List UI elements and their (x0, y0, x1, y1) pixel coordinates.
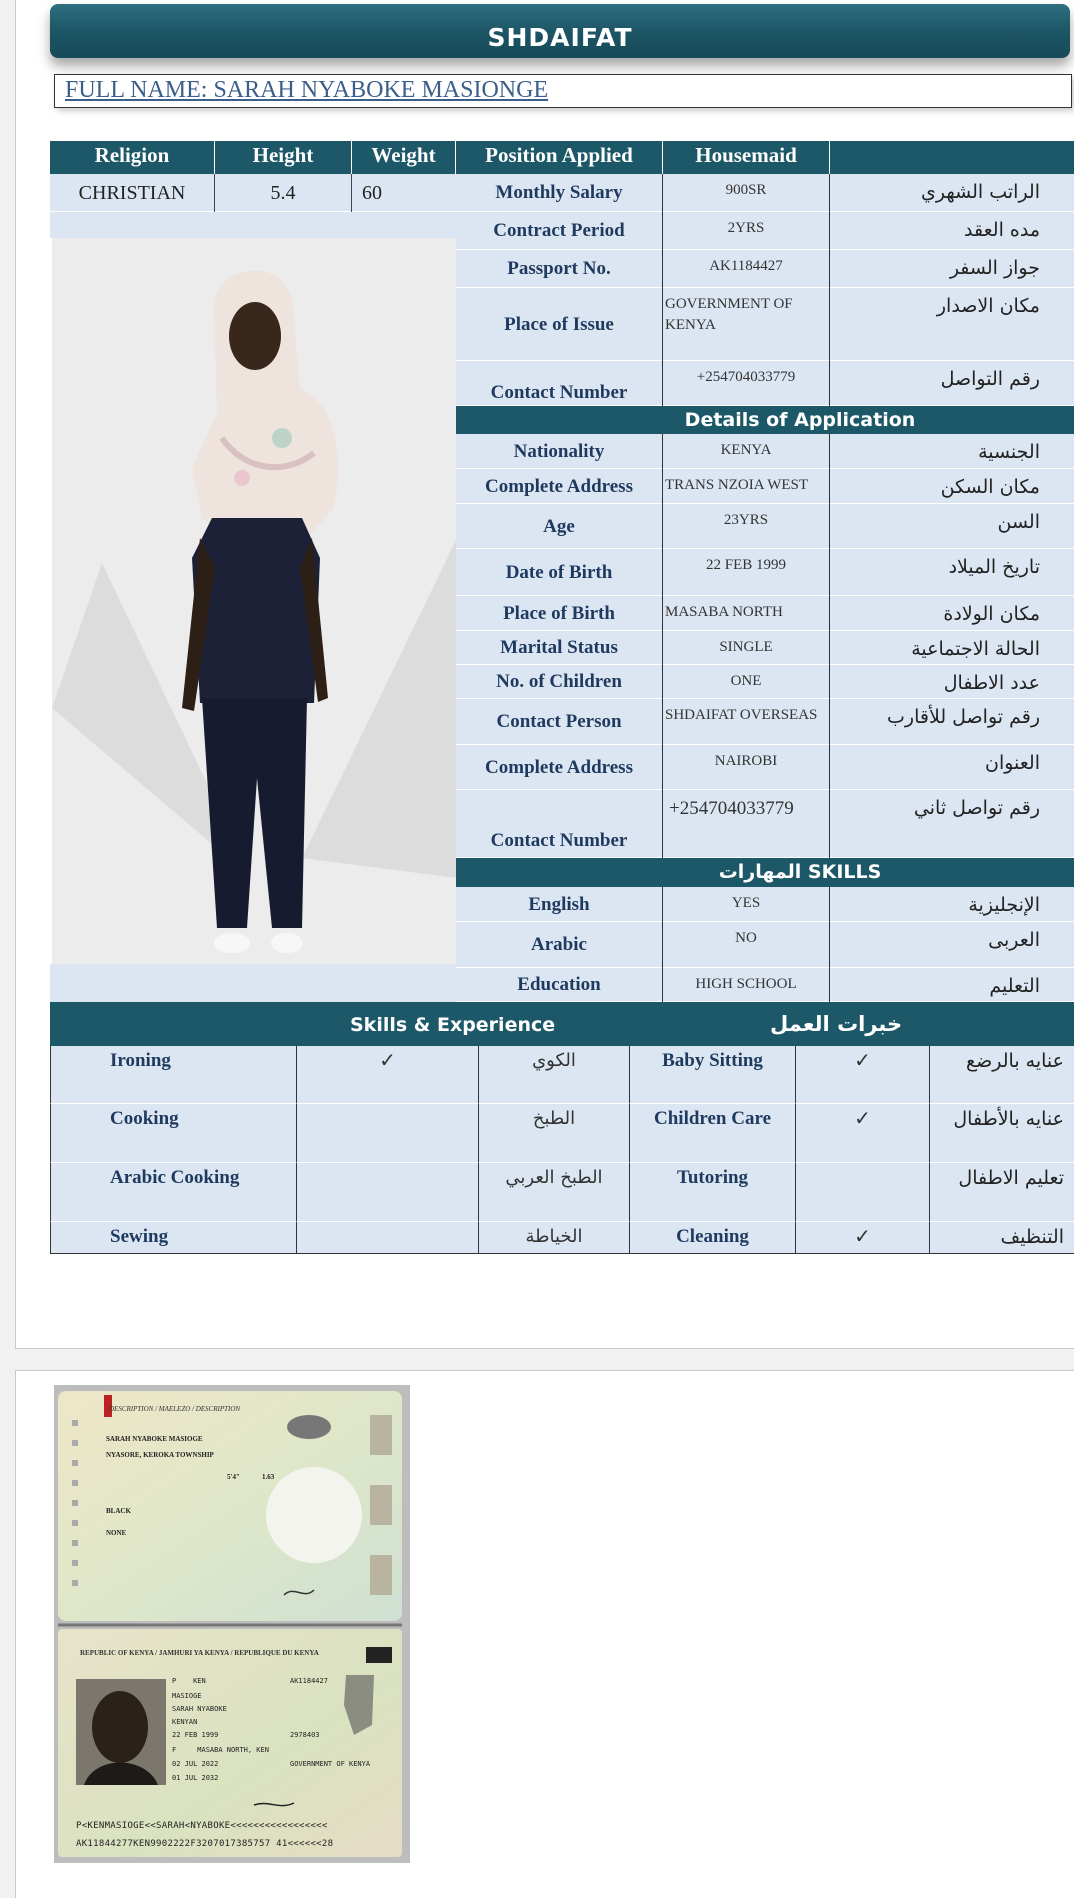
row-arabic-label: مكان الاصدار (936, 295, 1040, 317)
row-value: NO (663, 922, 830, 968)
row-value: ONE (663, 665, 830, 699)
passport-mrz-line2: AK11844277KEN9902222F3207017385757 41<<<<<<28 (76, 1839, 334, 1849)
agency-title: SHDAIFAT (487, 23, 633, 52)
experience-left-check (297, 1222, 479, 1254)
experience-left-arabic: الكوي (479, 1046, 630, 1104)
details-header: Details of Application (456, 406, 1074, 434)
row-label: Contact Person (456, 699, 663, 745)
row-arabic-label: رقم تواصل ثاني (913, 797, 1040, 819)
experience-header (50, 1002, 1074, 1046)
row-value: 22 FEB 1999 (663, 549, 830, 596)
row-arabic-label: رقم تواصل للأقارب (887, 706, 1040, 728)
passport-desc-height: 5'4" (227, 1473, 240, 1481)
row-arabic-label: الحالة الاجتماعية (911, 638, 1040, 660)
row-label: English (456, 887, 663, 922)
experience-left-label: Arabic Cooking (50, 1163, 297, 1222)
weight-header: Weight (352, 141, 456, 174)
height-value: 5.4 (215, 174, 352, 212)
experience-right-label: Tutoring (630, 1163, 796, 1222)
passport-description-title: DESCRIPTION / MAELEZO / DESCRIPTION (109, 1405, 241, 1413)
row-arabic-label: العنوان (984, 752, 1040, 774)
religion-value: CHRISTIAN (50, 174, 215, 212)
row-value: +254704033779 (663, 361, 830, 406)
row-arabic-label: عدد الاطفال (943, 672, 1040, 694)
row-value: YES (663, 887, 830, 922)
row-label: Arabic (456, 922, 663, 968)
agency-banner (50, 4, 1070, 58)
row-arabic-label: التعليم (989, 975, 1040, 997)
experience-left-check (297, 1104, 479, 1163)
passport-issue-date: 02 JUL 2022 (172, 1760, 219, 1768)
row-label: Complete Address (456, 745, 663, 790)
passport-sex-birthplace: F MASABA NORTH, KEN (172, 1746, 269, 1754)
row-arabic-label: رقم التواصل (940, 368, 1040, 390)
experience-right-check: ✓ (796, 1222, 930, 1254)
passport-desc-none: NONE (106, 1529, 127, 1537)
experience-title-en: Skills & Experience (350, 1014, 556, 1036)
full-name: FULL NAME: SARAH NYABOKE MASIONGE (65, 77, 549, 103)
row-value: 23YRS (663, 504, 830, 549)
row-value: 900SR (663, 174, 830, 212)
row-label: Contact Number (456, 790, 663, 858)
position-arabic (830, 141, 1074, 174)
row-label: Age (456, 504, 663, 549)
row-value: KENYA (663, 434, 830, 469)
row-label: Complete Address (456, 469, 663, 504)
row-arabic-label: الراتب الشهري (921, 181, 1040, 203)
row-arabic-label: جواز السفر (949, 257, 1040, 279)
experience-right-arabic: عنايه بالرضع (930, 1046, 1074, 1104)
row-arabic-label: السن (997, 511, 1040, 533)
passport-type: P KEN (172, 1677, 206, 1685)
row-arabic-label: مده العقد (964, 219, 1040, 241)
row-arabic-label: مكان السكن (940, 476, 1040, 498)
experience-left-label: Ironing (50, 1046, 297, 1104)
passport-personal-no: 2978403 (290, 1731, 320, 1739)
height-header: Height (215, 141, 352, 174)
passport-desc-name: SARAH NYABOKE MASIOGE (106, 1435, 203, 1443)
row-value: AK1184427 (663, 250, 830, 288)
row-arabic-label: العربى (988, 929, 1040, 951)
experience-right-label: Children Care (630, 1104, 796, 1163)
experience-left-arabic: الطبخ العربي (479, 1163, 630, 1222)
row-value: GOVERNMENT OF KENYA (663, 288, 830, 361)
row-label: Nationality (456, 434, 663, 469)
row-label: No. of Children (456, 665, 663, 699)
experience-right-arabic: التنظيف (930, 1222, 1074, 1254)
full-name-box (54, 74, 1072, 108)
photo-bottom-strip (50, 964, 456, 1002)
row-label: Education (456, 968, 663, 1002)
position-header: Position Applied (456, 141, 663, 174)
photo-top-strip (50, 212, 456, 238)
candidate-photo (52, 238, 457, 964)
row-arabic-label: الجنسية (978, 441, 1040, 463)
row-label: Contact Number (456, 361, 663, 406)
passport-dob: 22 FEB 1999 (172, 1731, 219, 1739)
experience-left-label: Cooking (50, 1104, 297, 1163)
experience-left-label: Sewing (50, 1222, 297, 1254)
passport-scan (54, 1385, 410, 1863)
row-value: SHDAIFAT OVERSEAS (663, 699, 830, 745)
position-value: Housemaid (663, 141, 830, 174)
row-value: HIGH SCHOOL (663, 968, 830, 1002)
experience-left-check (297, 1163, 479, 1222)
experience-right-label: Cleaning (630, 1222, 796, 1254)
experience-right-check (796, 1163, 930, 1222)
experience-bottom-border (50, 1253, 1074, 1254)
experience-right-label: Baby Sitting (630, 1046, 796, 1104)
passport-surname: MASIOGE (172, 1692, 202, 1700)
row-value: 2YRS (663, 212, 830, 250)
row-label: Marital Status (456, 631, 663, 665)
row-value: +254704033779 (663, 790, 830, 858)
row-value: SINGLE (663, 631, 830, 665)
experience-left-check: ✓ (297, 1046, 479, 1104)
row-label: Monthly Salary (456, 174, 663, 212)
experience-right-arabic: تعليم الاطفال (930, 1163, 1074, 1222)
row-label: Place of Issue (456, 288, 663, 361)
passport-desc-height-m: 1.63 (262, 1473, 275, 1481)
passport-republic: REPUBLIC OF KENYA / JAMHURI YA KENYA / REPUBLIQUE DU KENYA (80, 1649, 319, 1657)
row-arabic-label: الإنجليزية (968, 894, 1040, 916)
row-label: Date of Birth (456, 549, 663, 596)
row-arabic-label: تاريخ الميلاد (948, 556, 1040, 578)
weight-value: 60 (362, 182, 382, 204)
passport-desc-place: NYASORE, KEROKA TOWNSHIP (106, 1451, 214, 1459)
passport-authority: GOVERNMENT OF KENYA (290, 1760, 371, 1768)
experience-right-check: ✓ (796, 1046, 930, 1104)
row-label: Place of Birth (456, 596, 663, 631)
passport-nationality: KENYAN (172, 1718, 198, 1726)
row-value: MASABA NORTH (663, 596, 830, 631)
row-label: Passport No. (456, 250, 663, 288)
passport-desc-colour: BLACK (106, 1507, 131, 1515)
row-arabic-label: مكان الولادة (943, 603, 1040, 625)
row-label: Contract Period (456, 212, 663, 250)
row-value: TRANS NZOIA WEST (663, 469, 830, 504)
experience-left-arabic: الخياطة (479, 1222, 630, 1254)
photo-illustration (52, 238, 457, 964)
religion-header: Religion (50, 141, 215, 174)
passport-expiry: 01 JUL 2032 (172, 1774, 219, 1782)
row-value: NAIROBI (663, 745, 830, 790)
passport-given-names: SARAH NYABOKE (172, 1705, 227, 1713)
experience-right-check: ✓ (796, 1104, 930, 1163)
passport-mrz-line1: P<KENMASIOGE<<SARAH<NYABOKE<<<<<<<<<<<<<<<<< (76, 1821, 328, 1831)
skills-header: المهارات SKILLS (456, 858, 1074, 887)
passport-number: AK1184427 (290, 1677, 328, 1685)
experience-right-arabic: عنايه بالأطفال (930, 1104, 1074, 1163)
experience-left-arabic: الطبخ (479, 1104, 630, 1163)
experience-title-ar: خبرات العمل (770, 1012, 903, 1036)
